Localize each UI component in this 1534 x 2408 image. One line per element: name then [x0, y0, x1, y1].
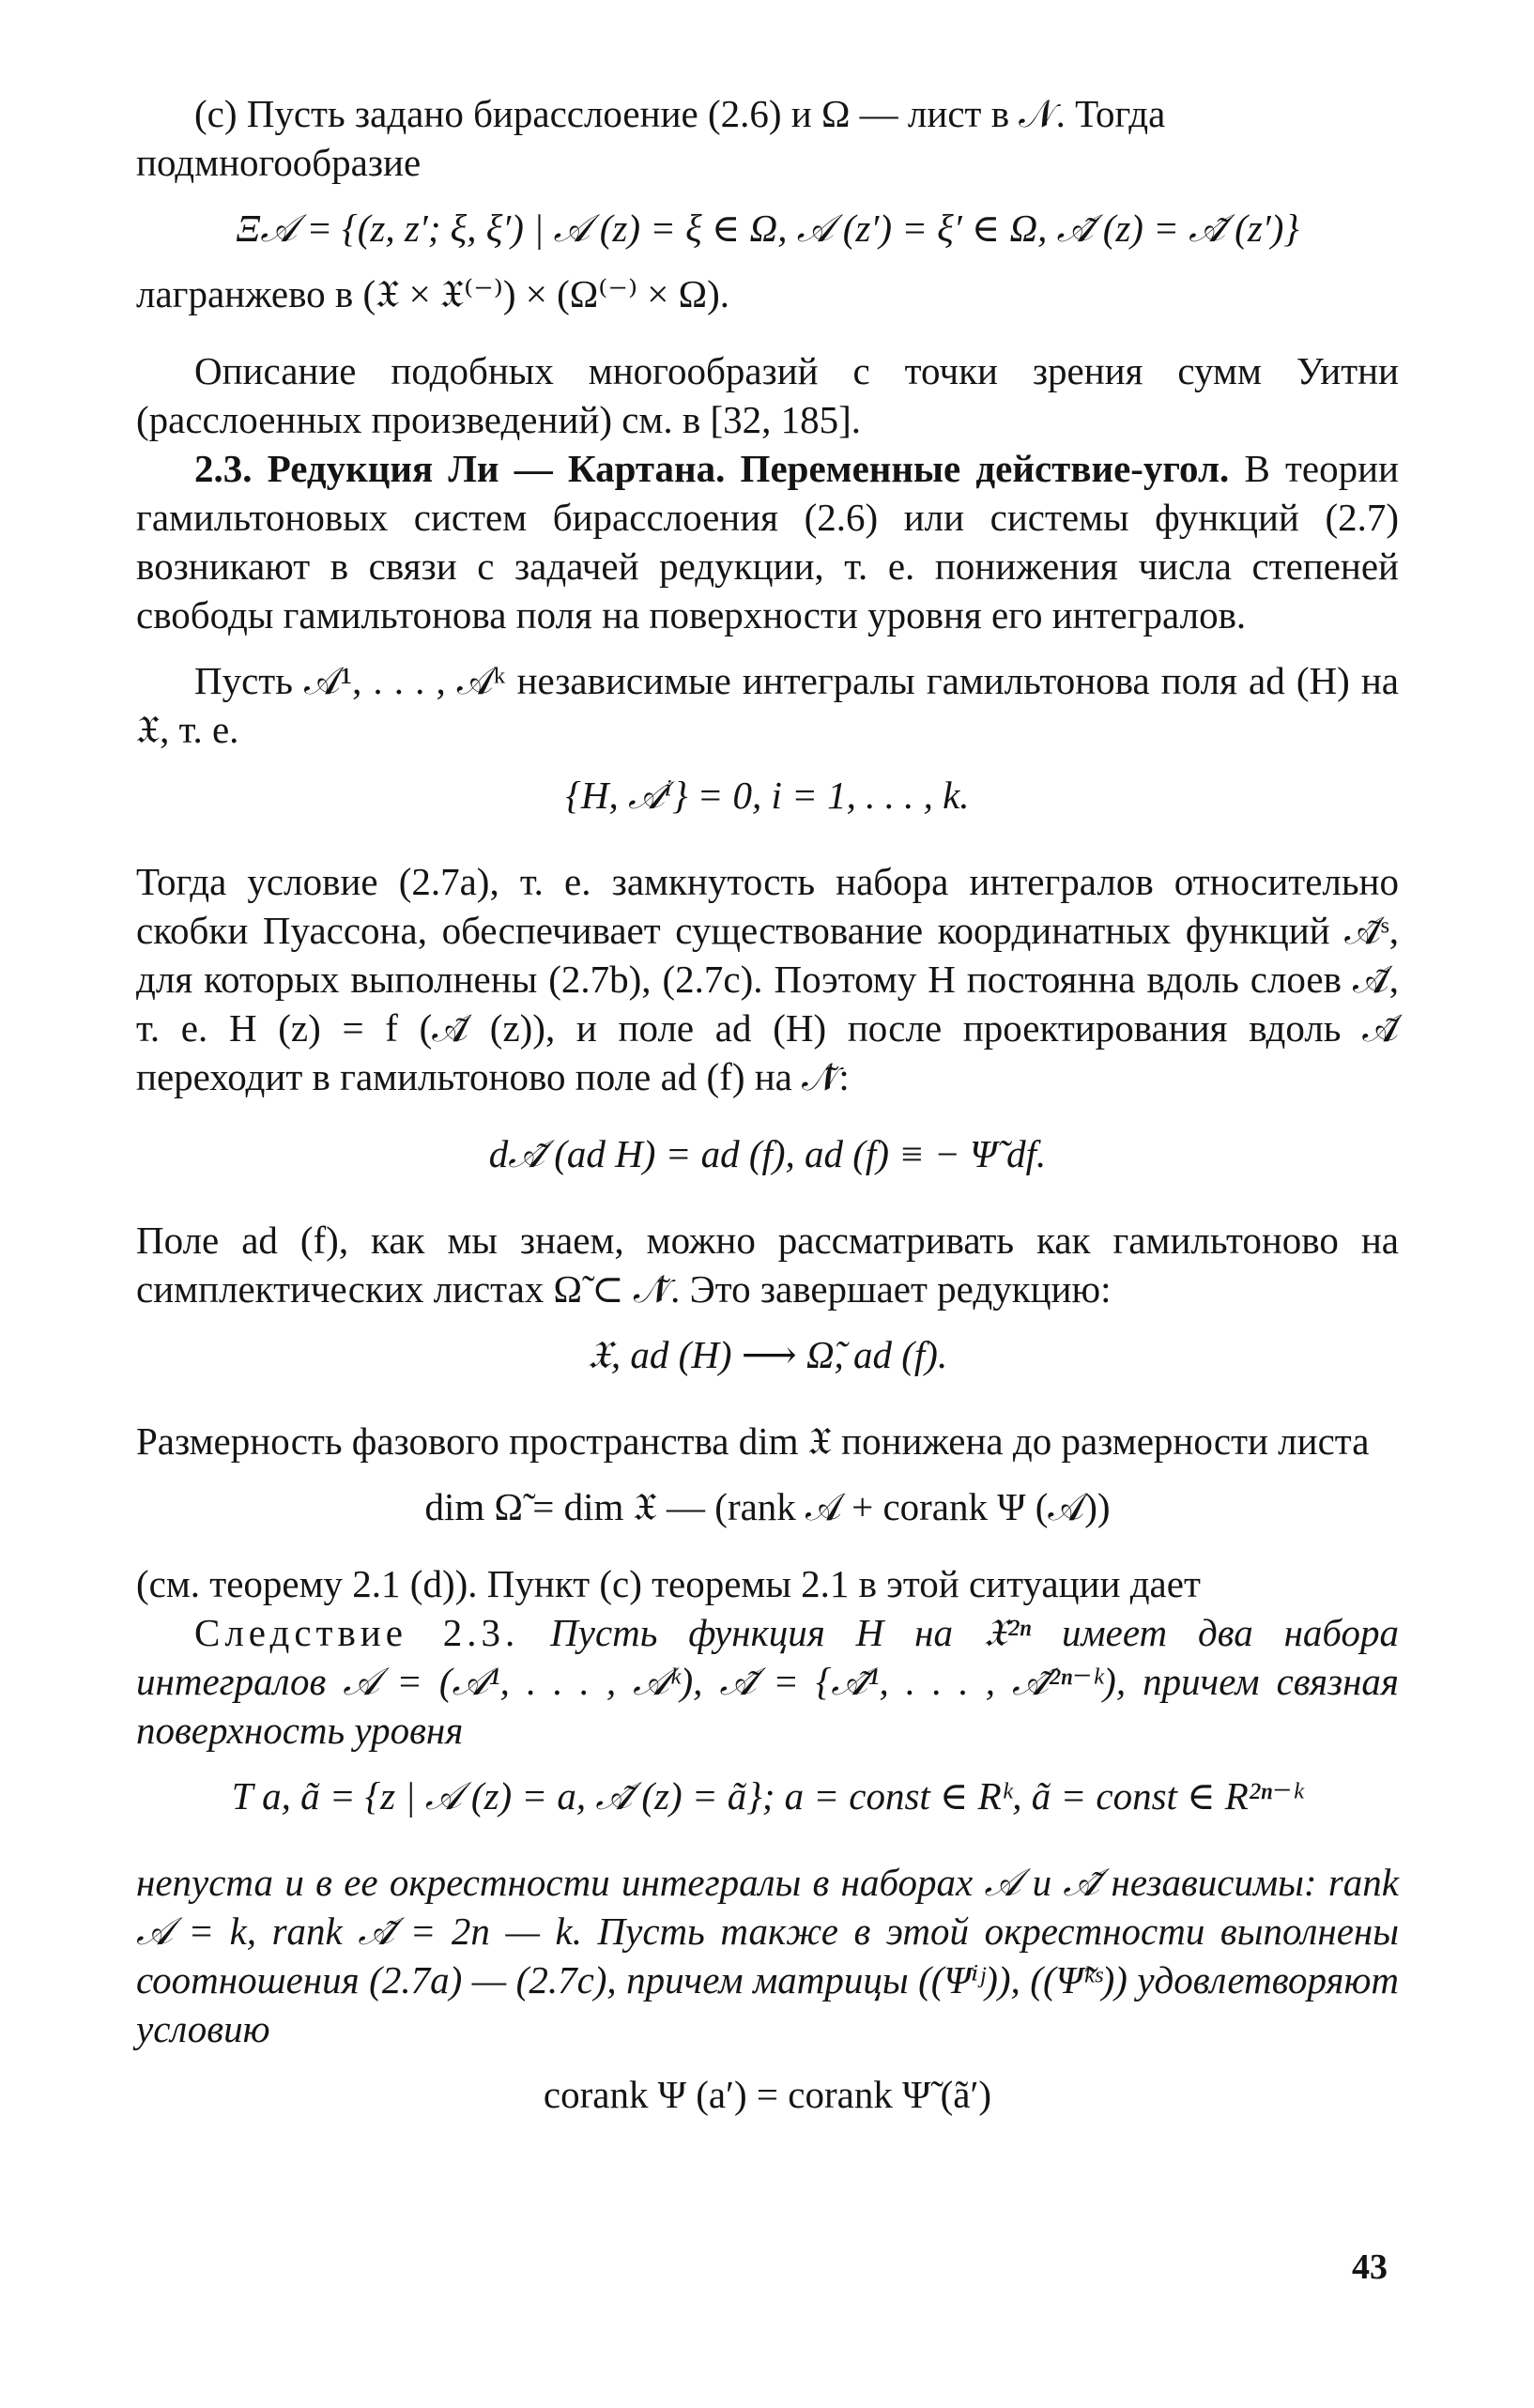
paragraph-line: (c) Пусть задано бирасслоение (2.6) и Ω — лист в 𝒩. Тогда: [194, 92, 1166, 135]
paragraph-corollary: [136, 1608, 1399, 1755]
corollary-text: Пусть функция H на 𝔛²ⁿ имеет два набора интегралов 𝒜 = (𝒜¹, . . . , 𝒜ᵏ), 𝒜̃ = {𝒜̃¹, . . . , 𝒜̃²ⁿ⁻ᵏ), причем связная поверхность уровня: [136, 1611, 1400, 1752]
formula-corank: corank Ψ (a′) = corank Ψ̃ (ã′): [543, 2073, 992, 2116]
paragraph-whitney-sums: Описание подобных многообразий с точки зрения сумм Уитни (расслоенных произведений) см. в [32, 185].: [136, 349, 1399, 441]
paragraph-independence: непуста и в ее окрестности интегралы в наборах 𝒜 и 𝒜̃ независимы: rank 𝒜 = k, rank 𝒜̃ = 2n — k. Пусть также в этой окрестности выполнены соотношения (2.7a) — (2.7c), причем матрицы ((Ψⁱʲ)), ((Ψ̃ᵏˢ)) удовлетворяют условию: [136, 1861, 1399, 2050]
formula-reduction: 𝔛, ad (H) ⟶ Ω̃, ad (f).: [587, 1333, 948, 1376]
formula-level-surface: T a, ã = {z | 𝒜 (z) = a, 𝒜̃ (z) = ã}; a = const ∈ Rᵏ, ã = const ∈ R²ⁿ⁻ᵏ: [231, 1774, 1304, 1818]
paragraph-line: подмногообразие: [136, 141, 422, 184]
formula-submanifold: Ξ𝒜 = {(z, z′; ξ, ξ′) | 𝒜 (z) = ξ ∈ Ω, 𝒜 (z′) = ξ′ ∈ Ω, 𝒜̃ (z) = 𝒜̃ (z′)}: [236, 207, 1299, 250]
page-number: 43: [1352, 2247, 1388, 2287]
paragraph-lagrangian: лагранжево в (𝔛 × 𝔛⁽⁻⁾) × (Ω⁽⁻⁾ × Ω).: [136, 272, 730, 315]
section-heading: 2.3. Редукция Ли — Картана. Переменные действие-угол.: [194, 447, 1230, 490]
paragraph-poisson-condition: Тогда условие (2.7a), т. е. замкнутость набора интегралов относительно скобки Пуассона, обеспечивает существование координатных функций 𝒜̃ˢ, для которых выполнены (2.7b), (2.7c). Поэтому H постоянна вдоль слоев 𝒜̃, т. е. H (z) = f (𝒜̃ (z)), и поле ad (H) после проектирования вдоль 𝒜̃ переходит в гамильтоново поле ad (f) на 𝒩̃:: [136, 860, 1399, 1098]
formula-poisson-bracket: {H, 𝒜ⁱ} = 0, i = 1, . . . , k.: [565, 774, 970, 817]
paragraph-lagrangian-intro: [136, 89, 1399, 138]
formula-projection: d𝒜̃ (ad H) = ad (f), ad (f) ≡ − Ψ̃ df.: [488, 1132, 1047, 1175]
paragraph-section-2-3: [136, 444, 1399, 639]
section-text: В теории гамильтоновых систем бирасслоения (2.6) или системы функций (2.7) возникают в связи с задачей редукции, т. е. понижения числа степеней свободы гамильтонова поля на поверхности уровня его интегралов.: [136, 447, 1399, 637]
page-body: [136, 89, 1399, 2119]
paragraph-symplectic-leaves: Поле ad (f), как мы знаем, можно рассматривать как гамильтоново на симплектических листах Ω̃ ⊂ 𝒩̃. Это завершает редукцию:: [136, 1219, 1399, 1311]
formula-dimension: dim Ω̃ = dim 𝔛 — (rank 𝒜 + corank Ψ (𝒜)): [424, 1485, 1111, 1528]
paragraph-theorem-ref: (см. теорему 2.1 (d)). Пункт (c) теоремы 2.1 в этой ситуации дает: [136, 1562, 1201, 1605]
paragraph-dimension: Размерность фазового пространства dim 𝔛 понижена до размерности листа: [136, 1419, 1370, 1463]
corollary-label: Следствие 2.3.: [194, 1611, 520, 1654]
paragraph-integrals: Пусть 𝒜¹, . . . , 𝒜ᵏ независимые интегралы гамильтонова поля ad (H) на 𝔛, т. е.: [136, 659, 1399, 751]
paragraph-lagrangian-intro-cont: [136, 138, 1399, 187]
